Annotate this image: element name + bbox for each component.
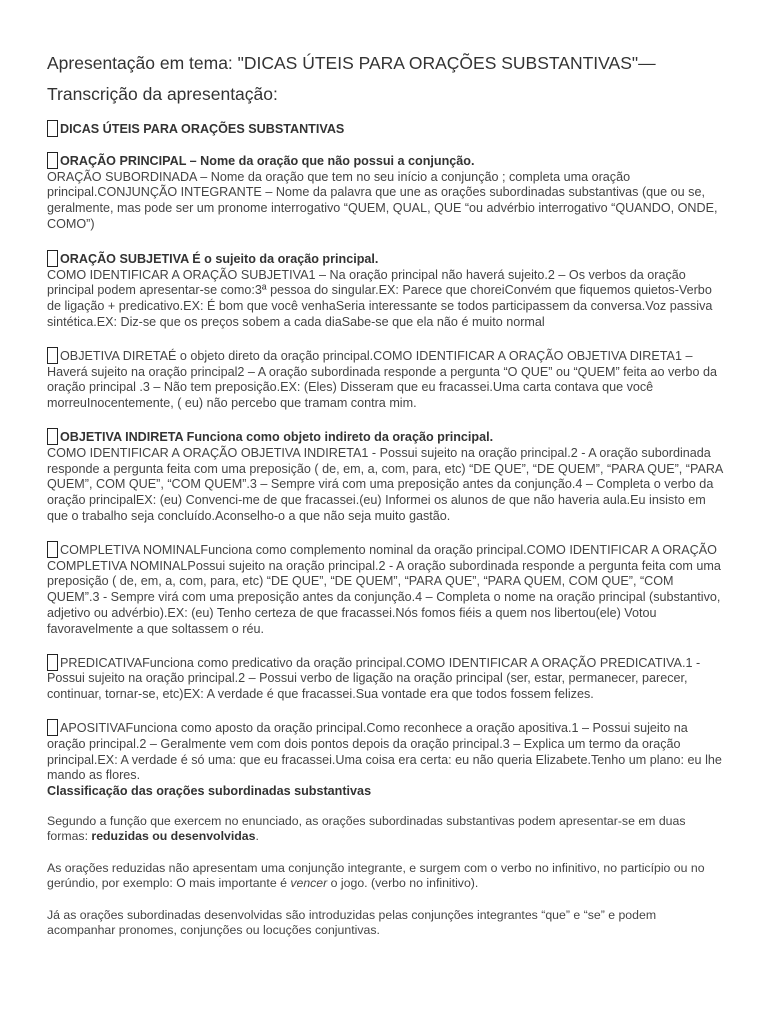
section-body: PREDICATIVAFunciona como predicativo da oração principal.COMO IDENTIFICAR A ORAÇÃO PREDICATIVA.1 - Possui sujeito na oração principal.2 – Possui verbo de ligação na oração principal (ser, estar, permanecer, parecer, continuar, tornar-se, etc)EX: A verdade é que fracassei.Sua vontade era que todos fossem felizes. <box>47 655 701 702</box>
section-body: APOSITIVAFunciona como aposto da oração principal.Como reconhece a oração apositiva.1 – Possui sujeito na oração principal.2 – Geralmente vem com dois pontos depois da oração principal.3 – Explica um termo da oração principal.EX: A verdade é só uma: que eu fracassei.Uma coisa era certa: eu não queria Elizabete.Tenho um plano: eu lhe mando as flores. <box>47 720 722 783</box>
paragraph-text: As orações reduzidas não apresentam uma conjunção integrante, e surgem com o verbo no infinitivo, no particípio ou no gerúndio, por exemplo: O mais importante é <box>47 860 705 891</box>
paragraph-text: Segundo a função que exercem no enunciado, as orações subordinadas substantivas podem apresentar-se em duas formas: <box>47 813 686 844</box>
section-subjetiva <box>47 250 727 331</box>
section-objetiva-indireta <box>47 428 727 525</box>
missing-glyph-icon <box>47 250 58 267</box>
paragraph-italic: vencer <box>290 876 328 891</box>
section-predicativa <box>47 654 727 703</box>
section-heading: ORAÇÃO SUBJETIVA É o sujeito da oração principal. <box>60 251 379 266</box>
paragraph-text: o jogo. (verbo no infinitivo). <box>327 876 479 891</box>
section-body: COMO IDENTIFICAR A ORAÇÃO SUBJETIVA1 – Na oração principal não haverá sujeito.2 – Os verbos da oração principal podem apresentar-se como:3ª pessoa do singular.EX: Parece que choreiConvém que fiquemos quietos-Verbo de ligação + predicativo.EX: É bom que você venhaSeria interessante se todos participassem da conversa.Voz passiva sintética.EX: Diz-se que os preços sobem a cada diaSabe-se que ela não é muito normal <box>47 267 713 329</box>
section-heading: ORAÇÃO PRINCIPAL – Nome da oração que não possui a conjunção. <box>60 153 475 168</box>
missing-glyph-icon <box>47 428 58 445</box>
missing-glyph-icon <box>47 541 58 558</box>
section-objetiva-direta <box>47 347 727 412</box>
missing-glyph-icon <box>47 152 58 169</box>
section-body: ORAÇÃO SUBORDINADA – Nome da oração que tem no seu início a conjunção ; completa uma oração principal.CONJUNÇÃO INTEGRANTE – Nome da palavra que une as orações subordinadas substantivas (que ou se, geralmente, mas pode ser um pronome interrogativo “QUEM, QUAL, QUE “ou advérbio interrogativo “QUANDO, ONDE, COMO”) <box>47 169 718 231</box>
paragraph-desenvolvidas: Já as orações subordinadas desenvolvidas são introduzidas pelas conjunções integrantes “que” e “se” e podem acompanhar pronomes, conjunções ou locuções conjuntivas. <box>47 907 657 938</box>
page-title: Apresentação em tema: "DICAS ÚTEIS PARA ORAÇÕES SUBSTANTIVAS"— Transcrição da apresentação: <box>47 53 656 104</box>
section-heading: OBJETIVA INDIRETA Funciona como objeto indireto da oração principal. <box>60 429 494 444</box>
section-body: COMO IDENTIFICAR A ORAÇÃO OBJETIVA INDIRETA1 - Possui sujeito na oração principal.2 - A oração subordinada responde a pergunta feita com uma preposição ( de, em, a, com, para, etc) “DE QUE”, “DE QUEM”, “PARA QUE”, “PARA QUEM”, COM QUE”, “COM QUEM”.3 – Sempre virá com uma preposição antes da conjunção.4 – Completa o verbo da oração principalEX: (eu) Convenci-me de que fracassei.(eu) Informei os alunos de que não haveria aula.Eu insisto em que o trabalho seja concluído.Aconselho-o a que não seja muito gastão. <box>47 445 723 523</box>
paragraph-reduzidas <box>47 861 727 892</box>
classification-heading: Classificação das orações subordinadas substantivas <box>47 784 372 799</box>
missing-glyph-icon <box>47 719 58 736</box>
section-oracao-principal <box>47 152 727 233</box>
paragraph-text: . <box>255 829 259 844</box>
paragraph-formas <box>47 814 727 845</box>
section-heading: DICAS ÚTEIS PARA ORAÇÕES SUBSTANTIVAS <box>60 122 345 136</box>
section-apositiva <box>47 719 727 800</box>
paragraph-bold: reduzidas ou desenvolvidas <box>91 829 256 844</box>
missing-glyph-icon <box>47 654 58 671</box>
section-dicas <box>47 120 727 138</box>
missing-glyph-icon <box>47 120 58 137</box>
section-body: OBJETIVA DIRETAÉ o objeto direto da oração principal.COMO IDENTIFICAR A ORAÇÃO OBJETIVA DIRETA1 – Haverá sujeito na oração principal2 – A oração subordinada responde a pergunta “O QUE” ou “QUEM” feita ao verbo da oração principal .3 – Não tem preposição.EX: (Eles) Disseram que eu fracassei.Uma carta contava que você morreuInocentemente, ( eu) não percebo que tramam contra mim. <box>47 348 717 411</box>
section-body: COMPLETIVA NOMINALFunciona como complemento nominal da oração principal.COMO IDENTIFICAR A ORAÇÃO COMPLETIVA NOMINALPossui sujeito na oração principal.2 - A oração subordinada responde a pergunta feita com uma preposição ( de, em, a, com, para, etc) “DE QUE”, “DE QUEM”, “PARA QUE”, “PARA QUEM, COM QUE”, “COM QUEM”.3 - Sempre virá com uma preposição antes da conjunção.4 – Completa o nome na oração principal (substantivo, adjetivo ou advérbio).EX: (eu) Tenho certeza de que fracassei.Nós fomos fiéis a quem nos libertou(ele) Votou favoravelmente a que soltassem o réu. <box>47 542 721 636</box>
section-completiva-nominal <box>47 541 727 638</box>
missing-glyph-icon <box>47 347 58 364</box>
